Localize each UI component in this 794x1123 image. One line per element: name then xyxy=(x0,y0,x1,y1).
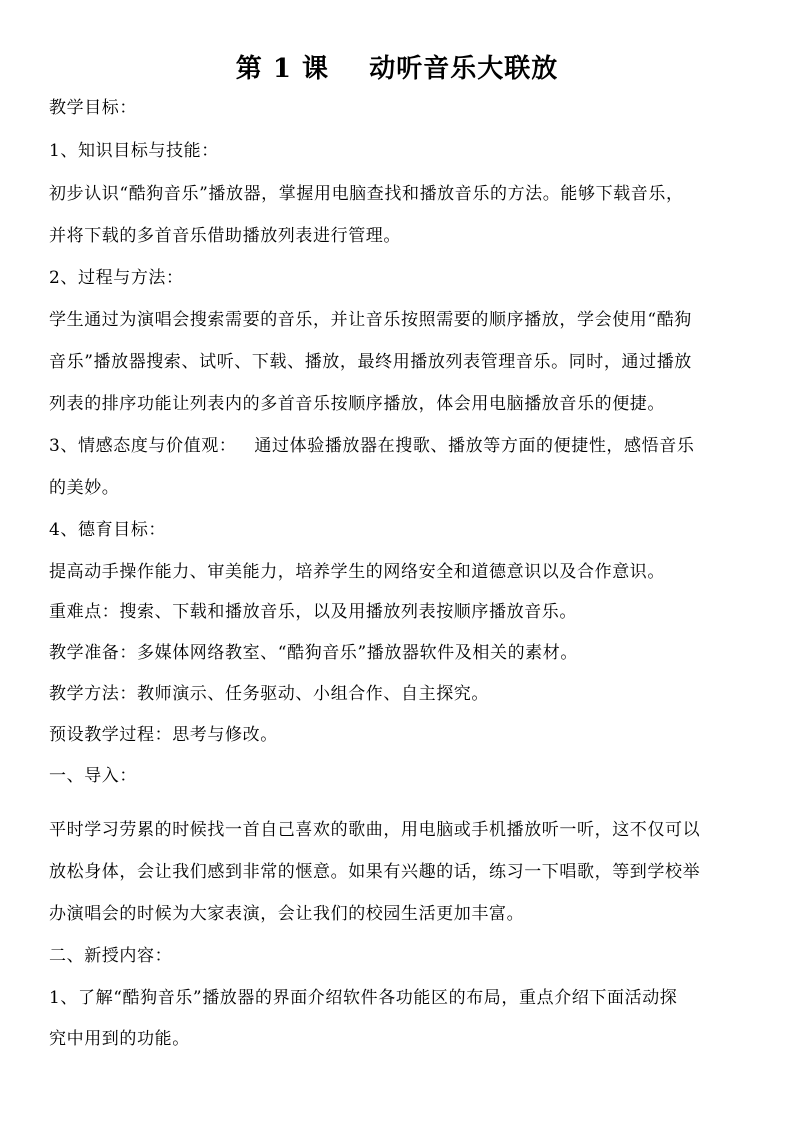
page-title: 第 1 课 动听音乐大联放 xyxy=(235,54,559,84)
text-line: 学生通过为演唱会搜索需要的音乐，并让音乐按照需要的顺序播放，学会使用“酷狗 xyxy=(49,310,692,330)
text-line: 预设教学过程：思考与修改。 xyxy=(49,725,278,745)
text-line: 二、新授内容： xyxy=(49,946,173,966)
text-line: 教学方法：教师演示、任务驱动、小组合作、自主探究。 xyxy=(49,684,489,704)
text-line: 教学准备：多媒体网络教室、“酷狗音乐”播放器软件及相关的素材。 xyxy=(49,643,578,663)
text-line: 音乐”播放器搜索、试听、下载、播放，最终用播放列表管理音乐。同时，通过播放 xyxy=(49,352,692,372)
text-line: 放松身体，会让我们感到非常的惬意。如果有兴趣的话，练习一下唱歌，等到学校举 xyxy=(49,862,701,882)
text-line: 2、过程与方法： xyxy=(49,268,184,288)
text-line: 并将下载的多首音乐借助播放列表进行管理。 xyxy=(49,226,401,246)
text-line: 列表的排序功能让列表内的多首音乐按顺序播放，体会用电脑播放音乐的便捷。 xyxy=(49,394,665,414)
text-line: 平时学习劳累的时候找一首自己喜欢的歌曲，用电脑或手机播放听一听，这不仅可以 xyxy=(49,820,701,840)
text-line: 初步认识“酷狗音乐”播放器，掌握用电脑查找和播放音乐的方法。能够下载音乐， xyxy=(49,184,684,204)
text-line: 1、了解“酷狗音乐”播放器的界面介绍软件各功能区的布局，重点介绍下面活动探 xyxy=(49,988,678,1008)
text-line: 3、情感态度与价值观： 通过体验播放器在搜歌、播放等方面的便捷性，感悟音乐 xyxy=(49,436,695,456)
text-line: 教学目标： xyxy=(49,98,137,118)
text-line: 办演唱会的时候为大家表演，会让我们的校园生活更加丰富。 xyxy=(49,904,525,924)
text-line: 究中用到的功能。 xyxy=(49,1029,190,1049)
text-line: 的美妙。 xyxy=(49,478,120,498)
text-line: 4、德育目标： xyxy=(49,520,167,540)
text-line: 提高动手操作能力、审美能力，培养学生的网络安全和道德意识以及合作意识。 xyxy=(49,562,665,582)
text-line: 一、导入： xyxy=(49,766,137,786)
text-line: 重难点：搜索、下载和播放音乐，以及用播放列表按顺序播放音乐。 xyxy=(49,602,577,622)
text-line: 1、知识目标与技能： xyxy=(49,141,219,161)
